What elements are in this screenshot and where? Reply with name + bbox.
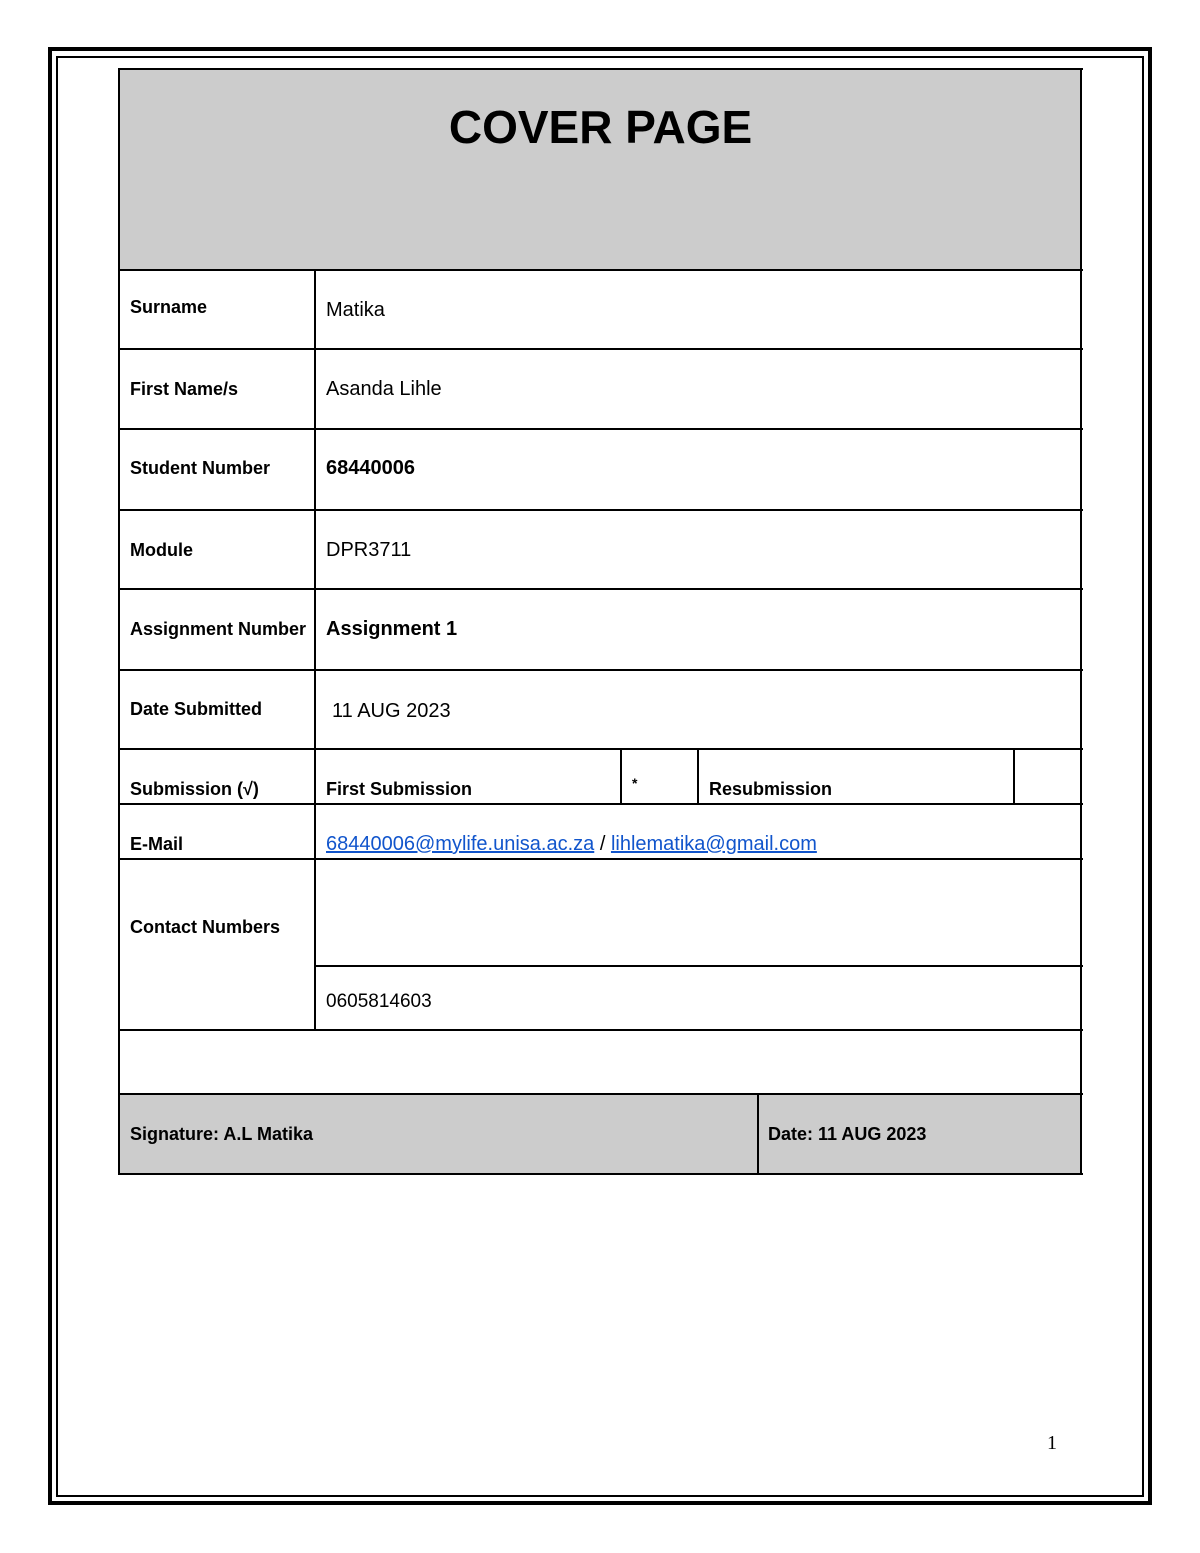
email-separator: / — [599, 833, 606, 855]
submission-label: Submission (√) — [130, 779, 259, 799]
table-line — [1080, 68, 1082, 1175]
table-line — [119, 509, 1083, 511]
email-label: E-Mail — [130, 834, 184, 854]
table-line — [757, 1093, 759, 1175]
table-line — [315, 965, 1083, 967]
assignment-number-value: Assignment 1 — [326, 618, 458, 640]
table-line — [697, 748, 699, 805]
first-submission-mark: * — [632, 775, 638, 791]
page-title: COVER PAGE — [448, 101, 753, 153]
date-submitted-label: Date Submitted — [130, 699, 263, 719]
email-values — [326, 834, 817, 854]
table-line — [620, 748, 622, 805]
table-line — [119, 1029, 1083, 1031]
surname-value: Matika — [326, 299, 385, 321]
page-number: 1 — [1047, 1432, 1057, 1454]
table-line — [119, 1093, 1083, 1095]
table-line — [119, 269, 1083, 271]
table-line — [119, 588, 1083, 590]
first-names-value: Asanda Lihle — [326, 378, 442, 400]
table-line — [1013, 748, 1015, 805]
assignment-number-label: Assignment Number — [130, 619, 307, 639]
table-line — [119, 348, 1083, 350]
signature-date: Date: 11 AUG 2023 — [768, 1124, 927, 1144]
module-value: DPR3711 — [326, 539, 412, 561]
table-line — [119, 1173, 1083, 1175]
table-line — [119, 858, 1083, 860]
student-number-label: Student Number — [130, 458, 271, 478]
student-number-value: 68440006 — [326, 457, 415, 479]
contact-number-value: 0605814603 — [326, 991, 432, 1012]
table-line — [119, 68, 1083, 70]
date-submitted-value: 11 AUG 2023 — [332, 700, 451, 722]
first-submission-label: First Submission — [326, 779, 473, 799]
first-names-label: First Name/s — [130, 379, 239, 399]
table-line — [118, 68, 120, 1175]
page-border-inner — [56, 56, 1144, 1497]
title-block — [120, 70, 1081, 270]
email-link-secondary[interactable]: lihlematika@gmail.com — [610, 833, 817, 855]
contact-numbers-label: Contact Numbers — [130, 917, 281, 937]
signature-text: Signature: A.L Matika — [130, 1124, 314, 1144]
table-line — [119, 748, 1083, 750]
table-line — [119, 428, 1083, 430]
table-line — [119, 803, 1083, 805]
table-line — [119, 669, 1083, 671]
resubmission-label: Resubmission — [709, 779, 833, 799]
module-label: Module — [130, 540, 193, 560]
surname-label: Surname — [130, 297, 208, 317]
email-link-primary[interactable]: 68440006@mylife.unisa.ac.za — [326, 833, 595, 855]
table-line — [314, 269, 316, 1030]
